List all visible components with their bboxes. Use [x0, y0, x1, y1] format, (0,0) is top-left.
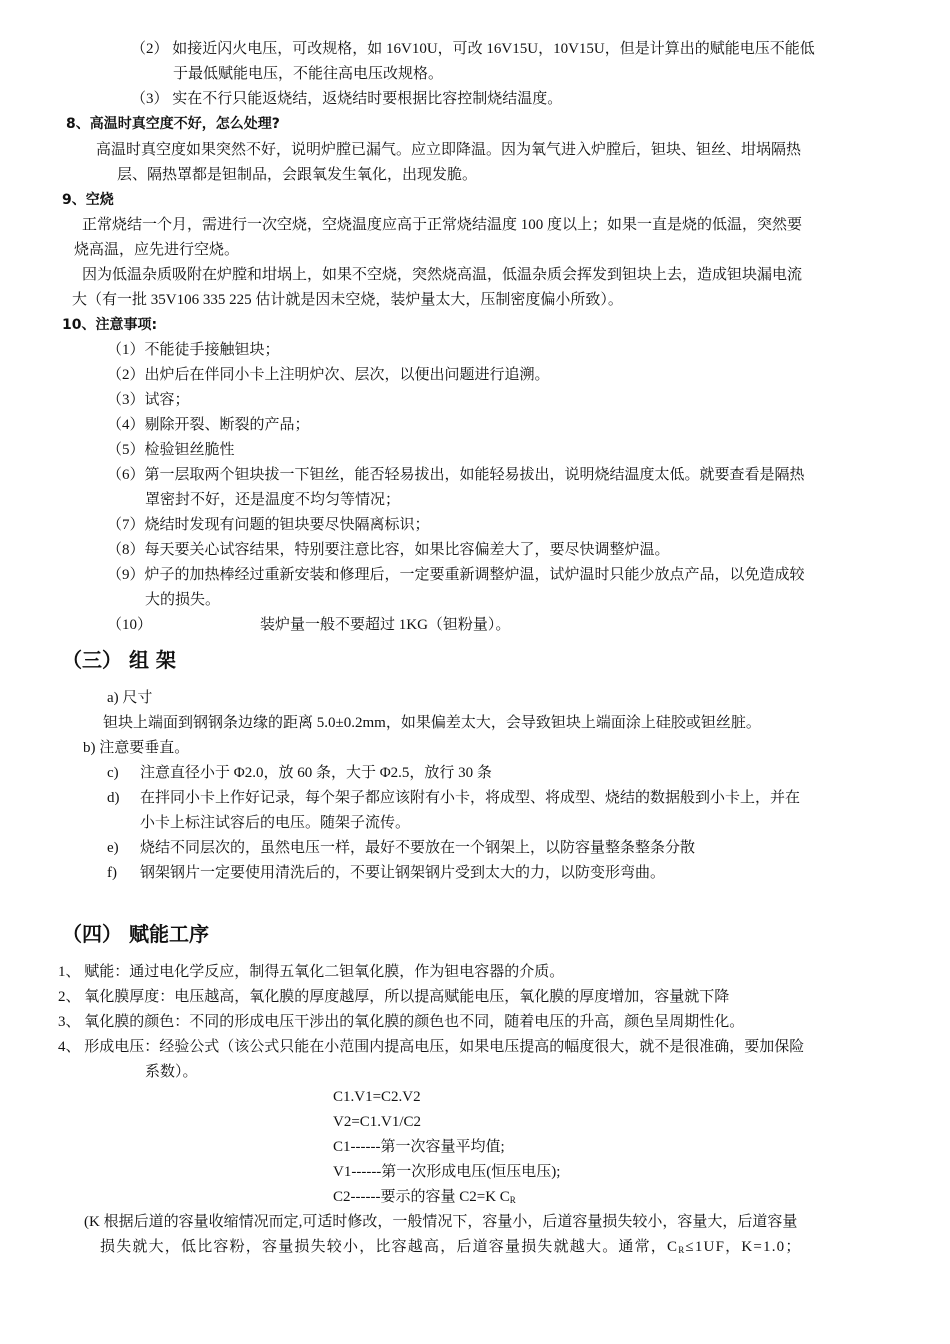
- sec3-f-text: 钢架钢片一定要使用清洗后的，不要让钢架钢片受到太大的力，以防变形弯曲。: [140, 865, 666, 881]
- formula-line-2: V2=C1.V1/C2: [333, 1114, 422, 1130]
- section-9-para2-line1: 因为低温杂质吸附在炉膛和坩埚上，如果不空烧，突然烧高温，低温杂质会挥发到钽块上去，造成钽块漏电流: [82, 267, 803, 283]
- sec3-d-text-line1: 在拌同小卡上作好记录，每个架子都应该附有小卡，将成型、将成型、烧结的数据般到小卡上，并在: [140, 790, 801, 806]
- sec3-a-title: a) 尺寸: [107, 690, 153, 706]
- section-9-heading: 9、空烧: [62, 192, 114, 208]
- section-8-para-line1: 高温时真空度如果突然不好，说明炉膛已漏气。应立即降温。因为氧气进入炉膛后，钽块、钽丝、坩埚隔热: [96, 142, 802, 158]
- list-item-8: （8）每天要关心试容结果，特别要注意比容，如果比容偏差大了，要尽快调整炉温。: [107, 542, 670, 558]
- formula-line-5: [333, 1185, 516, 1210]
- sec3-e-marker: e): [107, 840, 119, 856]
- list-item: （3）试容；: [107, 392, 190, 408]
- list-item: （4）剔除开裂、断裂的产品；: [107, 417, 310, 433]
- list-item: （5）检验钽丝脆性: [107, 442, 235, 458]
- s7-item-3: （3） 实在不行只能返烧结，返烧结时要根据比容控制烧结温度。: [131, 91, 563, 107]
- sec4-line-4b: 系数）。: [145, 1064, 198, 1080]
- k-note-subscript: R: [678, 1245, 686, 1255]
- list-item-7: （7）烧结时发现有问题的钽块要尽快隔离标识；: [107, 517, 430, 533]
- list-item: （1）不能徒手接触钽块；: [107, 342, 280, 358]
- formula-line-3: C1------第一次容量平均值;: [333, 1139, 505, 1155]
- list-item-9-line2: 大的损失。: [145, 592, 221, 608]
- list-item-10-number: （10）: [107, 617, 153, 633]
- formula-line-4: V1------第一次形成电压(恒压电压);: [333, 1164, 561, 1180]
- sec3-d-marker: d): [107, 790, 120, 806]
- formula-line-5-text: C2------要示的容量 C2=K C: [333, 1189, 510, 1205]
- sec3-d-text-line2: 小卡上标注试容后的电压。随架子流传。: [140, 815, 411, 831]
- k-note-line2-tail: ≤1UF，K=1.0；: [685, 1239, 802, 1255]
- section-9-para1-line2: 烧高温，应先进行空烧。: [74, 242, 240, 258]
- s7-item-2-line2: 于最低赋能电压，不能往高电压改规格。: [173, 66, 444, 82]
- list-item-6-line2: 罩密封不好，还是温度不均匀等情况；: [145, 492, 401, 508]
- list-item-9-line1: （9）炉子的加热棒经过重新安装和修理后，一定要重新调整炉温，试炉温时只能少放点产品，以免造成较: [107, 567, 805, 583]
- section-8-heading: 8、高温时真空度不好，怎么处理?: [66, 116, 280, 132]
- section-4-heading: （四） 赋能工序: [62, 922, 209, 946]
- formula-line-5-subscript: R: [509, 1195, 516, 1205]
- section-10-heading: 10、注意事项:: [62, 317, 158, 333]
- section-9-para2-line2: 大（有一批 35V106 335 225 估计就是因未空烧，装炉量太大，压制密度偏小所致）。: [72, 292, 623, 308]
- k-note-line2: [100, 1235, 802, 1260]
- section-8-para-line2: 层、隔热罩都是钽制品，会跟氧发生氧化，出现发脆。: [117, 167, 478, 183]
- section-3-heading: （三） 组 架: [62, 648, 176, 672]
- sec3-c-text: 注意直径小于 Φ2.0，放 60 条，大于 Φ2.5，放行 30 条: [140, 765, 492, 781]
- s7-item-2-line1: （2） 如接近闪火电压，可改规格，如 16V10U，可改 16V15U，10V15U，但是计算出的赋能电压不能低: [131, 41, 815, 57]
- sec3-f-marker: f): [107, 865, 117, 881]
- list-item-6-line1: （6）第一层取两个钽块拔一下钽丝，能否轻易拔出，如能轻易拔出，说明烧结温度太低。就要查看是隔热: [107, 467, 805, 483]
- sec3-e-text: 烧结不同层次的，虽然电压一样，最好不要放在一个钢架上，以防容量整条整条分散: [140, 840, 696, 856]
- section-9-para1-line1: 正常烧结一个月，需进行一次空烧，空烧温度应高于正常烧结温度 100 度以上；如果一直是烧的低温，突然要: [82, 217, 803, 233]
- sec4-line-2: 2、 氧化膜厚度：电压越高，氧化膜的厚度越厚，所以提高赋能电压，氧化膜的厚度增加，容量就下降: [58, 989, 730, 1005]
- sec4-line-3: 3、 氧化膜的颜色：不同的形成电压干涉出的氧化膜的颜色也不同，随着电压的升高，颜色呈周期性化。: [58, 1014, 745, 1030]
- list-item: （2）出炉后在伴同小卡上注明炉次、层次，以便出问题进行追溯。: [107, 367, 550, 383]
- formula-line-1: C1.V1=C2.V2: [333, 1089, 421, 1105]
- sec3-a-text: 钽块上端面到钢钢条边缘的距离 5.0±0.2mm，如果偏差太大，会导致钽块上端面涂上硅胶或钽丝脏。: [103, 715, 761, 731]
- sec3-b-title: b) 注意要垂直。: [83, 740, 190, 756]
- sec3-c-marker: c): [107, 765, 119, 781]
- sec4-line-1: 1、 赋能：通过电化学反应，制得五氧化二钽氧化膜，作为钽电容器的介质。: [58, 964, 565, 980]
- k-note-line1: (K 根据后道的容量收缩情况而定,可适时修改，一般情况下，容量小，后道容量损失较小，容量大，后道容量: [84, 1214, 798, 1230]
- sec4-line-4a: 4、 形成电压：经验公式（该公式只能在小范围内提高电压，如果电压提高的幅度很大，就不是很准确，要加保险: [58, 1039, 805, 1055]
- list-item-10-text: 装炉量一般不要超过 1KG（钽粉量）。: [260, 617, 511, 633]
- k-note-line2-text: 损失就大，低比容粉，容量损失较小，比容越高，后道容量损失就越大。通常，C: [100, 1239, 679, 1255]
